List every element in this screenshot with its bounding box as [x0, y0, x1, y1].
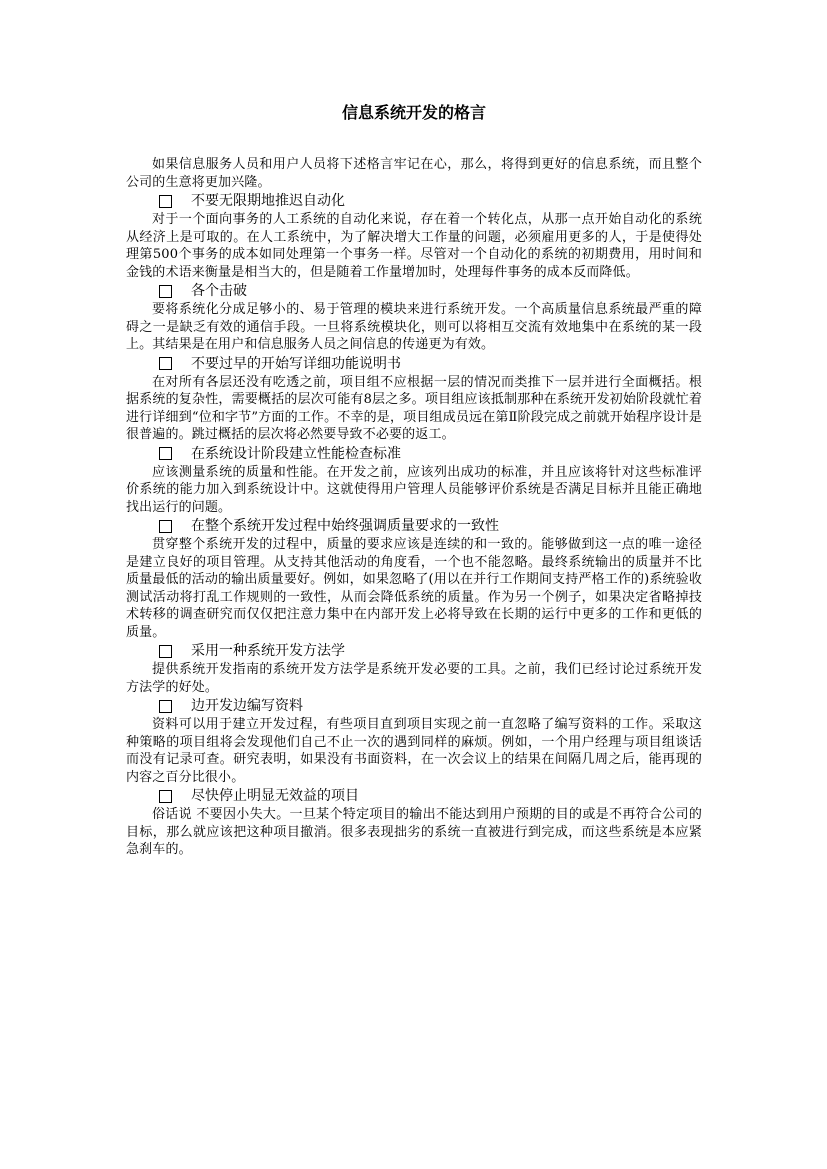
checkbox-icon — [159, 285, 172, 298]
section-2 — [126, 281, 702, 354]
section-heading-text: 采用一种系统开发方法学 — [191, 643, 345, 659]
section-8 — [126, 786, 702, 859]
section-body: 应该测量系统的质量和性能。在开发之前，应该列出成功的标准，并且应该将针对这些标准评价系统的能力加入到系统设计中。这就使得用户管理人员能够评价系统是否满足目标并且能正确地找出运行的问题。 — [126, 464, 702, 515]
section-heading — [126, 281, 702, 301]
section-heading-text: 在整个系统开发过程中始终强调质量要求的一致性 — [191, 518, 499, 534]
section-heading-text: 尽快停止明显无效益的项目 — [191, 788, 359, 804]
checkbox-icon — [159, 447, 172, 460]
section-body: 提供系统开发指南的系统开发方法学是系统开发必要的工具。之前，我们已经讨论过系统开发方法学的好处。 — [126, 662, 702, 695]
section-body: 资料可以用于建立开发过程，有些项目直到项目实现之前一直忽略了编写资料的工作。采取这种策略的项目组将会发现他们自己不止一次的遇到同样的麻烦。例如，一个用户经理与项目组谈话而没有记录可查。研究表明，如果没有书面资料，在一次会议上的结果在间隔几周之后，能再现的内容之百分比很小。 — [126, 717, 702, 785]
section-3 — [126, 354, 702, 444]
section-4 — [126, 444, 702, 517]
section-7 — [126, 696, 702, 786]
checkbox-icon — [159, 195, 172, 208]
checkbox-icon — [159, 357, 172, 370]
section-heading — [126, 641, 702, 661]
section-heading-text: 各个击破 — [191, 283, 247, 299]
intro-paragraph: 如果信息服务人员和用户人员将下述格言牢记在心，那么，将得到更好的信息系统，而且整个公司的生意将更加兴隆。 — [126, 157, 702, 190]
document-title: 信息系统开发的格言 — [341, 103, 486, 122]
document-page — [126, 100, 702, 859]
section-heading — [126, 786, 702, 806]
checkbox-icon — [159, 790, 172, 803]
section-heading — [126, 354, 702, 374]
section-heading-text: 不要无限期地推迟自动化 — [191, 193, 345, 209]
checkbox-icon — [159, 645, 172, 658]
checkbox-icon — [159, 700, 172, 713]
section-body: 对于一个面向事务的人工系统的自动化来说，存在着一个转化点，从那一点开始自动化的系统从经济上是可取的。在人工系统中，为了解决增大工作量的问题，必须雇用更多的人，于是使得处理第500个事务的成本如同处理第一个事务一样。尽管对一个自动化的系统的初期费用，用时间和金钱的术语来衡量是相当大的，但是随着工作量增加时，处理每件事务的成本反而降低。 — [126, 212, 702, 280]
section-heading — [126, 696, 702, 716]
section-6 — [126, 641, 702, 696]
section-body: 要将系统化分成足够小的、易于管理的模块来进行系统开发。一个高质量信息系统最严重的障碍之一是缺乏有效的通信手段。一旦将系统模块化，则可以将相互交流有效地集中在系统的某一段上。其结果是在用户和信息服务人员之间信息的传递更为有效。 — [126, 302, 702, 352]
section-heading — [126, 444, 702, 464]
section-heading-text: 不要过早的开始写详细功能说明书 — [191, 355, 401, 372]
section-heading — [126, 191, 702, 211]
section-heading-text: 在系统设计阶段建立性能检查标准 — [191, 445, 401, 462]
section-heading — [126, 516, 702, 536]
section-1 — [126, 191, 702, 281]
section-body: 在对所有各层还没有吃透之前，项目组不应根据一层的情况而类推下一层并进行全面概括。根据系统的复杂性，需要概括的层次可能有8层之多。项目组应该抵制那种在系统开发初始阶段就忙着进行详细到“位和字节”方面的工作。不幸的是，项目组成员远在第Ⅱ阶段完成之前就开始程序设计是很普遍的。跳过概括的层次将必然要导致不必要的返工。 — [126, 374, 702, 442]
section-heading-text: 边开发边编写资料 — [191, 698, 303, 714]
section-body: 贯穿整个系统开发的过程中，质量的要求应该是连续的和一致的。能够做到这一点的唯一途径是建立良好的项目管理。从支持其他活动的角度看，一个也不能忽略。最终系统输出的质量并不比质量最低的活动的输出质量要好。例如，如果忽略了(用以在并行工作期间支持严格工作的)系统验收测试活动将打乱工作规则的一致性，从而会降低系统的质量。作为另一个例子，如果决定省略掉技术转移的调查研究而仅仅把注意力集中在内部开发上必将导致在长期的运行中更多的工作和更低的质量。 — [126, 537, 702, 640]
checkbox-icon — [159, 520, 172, 533]
section-5 — [126, 516, 702, 641]
section-body: 俗话说 不要因小失大。一旦某个特定项目的输出不能达到用户预期的目的或是不再符合公司的目标，那么就应该把这种项目撤消。很多表现拙劣的系统一直被进行到完成，而这些系统是本应紧急刹车的。 — [126, 807, 702, 857]
